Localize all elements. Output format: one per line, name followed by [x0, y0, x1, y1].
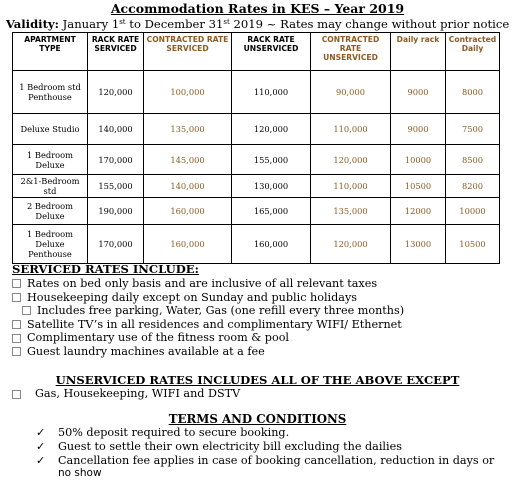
list-item: [12, 277, 404, 291]
cell-rack-serviced: 120,000: [88, 71, 144, 114]
cell-rack-unserviced: 160,000: [232, 225, 311, 264]
cell-apartment-type: 1 Bedroom std Penthouse: [13, 71, 88, 114]
list-item: [36, 426, 491, 440]
unserviced-heading: UNSERVICED RATES INCLUDES ALL OF THE ABOVE EXCEPT: [55, 373, 460, 387]
terms-continuation: no show: [58, 467, 102, 479]
table-row: [13, 71, 500, 114]
serviced-heading: SERVICED RATES INCLUDE:: [12, 262, 199, 276]
checkmark-icon: ✓: [36, 426, 46, 439]
header-apartment-type: APARTMENT TYPE: [13, 33, 88, 71]
cell-contracted-unserviced: 135,000: [311, 198, 391, 225]
terms-item-text: 50% deposit required to secure booking.: [58, 426, 290, 439]
checkbox-icon: [12, 293, 21, 302]
list-item: [12, 304, 404, 318]
validity-text-a: January 1: [58, 17, 120, 31]
list-item-text: Rates on bed only basis and are inclusive of all relevant taxes: [27, 277, 378, 290]
unserviced-item: [12, 387, 240, 401]
cell-contracted-daily: 8200: [446, 175, 500, 198]
checkbox-icon: [12, 347, 21, 356]
header-contracted-serviced: CONTRACTED RATE SERVICED: [144, 33, 232, 71]
validity-text-c: 2019 ~ Rates may change without prior notice: [229, 17, 510, 31]
table-header-row: [13, 33, 500, 71]
terms-item-text: Cancellation fee applies in case of booking cancellation, reduction in days or: [58, 453, 495, 467]
cell-rack-serviced: 140,000: [88, 114, 144, 145]
list-item-text: Satellite TV’s in all residences and complimentary WIFI/ Ethernet: [27, 317, 402, 331]
list-item-text: Complimentary use of the fitness room & pool: [27, 331, 290, 345]
cell-contracted-unserviced: 120,000: [311, 145, 391, 175]
list-item-text: Guest laundry machines available at a fee: [27, 344, 265, 358]
table-row: [13, 175, 500, 198]
cell-rack-serviced: 190,000: [88, 198, 144, 225]
checkbox-icon: [12, 334, 21, 343]
cell-daily-rack: 12000: [391, 198, 446, 225]
header-contracted-daily: Contracted Daily: [446, 33, 500, 71]
cell-rack-serviced: 170,000: [88, 145, 144, 175]
cell-daily-rack: 9000: [391, 114, 446, 145]
cell-daily-rack: 10500: [391, 175, 446, 198]
serviced-list: [12, 277, 404, 359]
cell-rack-serviced: 155,000: [88, 175, 144, 198]
cell-contracted-unserviced: 110,000: [311, 175, 391, 198]
header-rack-unserviced: RACK RATE UNSERVICED: [232, 33, 311, 71]
cell-contracted-serviced: 160,000: [144, 225, 232, 264]
cell-rack-unserviced: 120,000: [232, 114, 311, 145]
unserviced-text: Gas, Housekeeping, WIFI and DSTV: [35, 387, 241, 400]
cell-contracted-unserviced: 110,000: [311, 114, 391, 145]
checkbox-icon: [22, 306, 31, 315]
checkbox-icon: [12, 390, 21, 399]
cell-contracted-serviced: 145,000: [144, 145, 232, 175]
terms-item-text: Guest to settle their own electricity bill excluding the dailies: [58, 439, 402, 453]
checkbox-icon: [12, 279, 21, 288]
rates-table: [12, 32, 500, 264]
terms-list: [36, 426, 495, 467]
cell-contracted-daily: 10000: [446, 198, 500, 225]
cell-contracted-unserviced: 120,000: [311, 225, 391, 264]
cell-daily-rack: 10000: [391, 145, 446, 175]
cell-daily-rack: 13000: [391, 225, 446, 264]
checkmark-icon: ✓: [36, 439, 46, 453]
table-row: [13, 114, 500, 145]
cell-rack-unserviced: 130,000: [232, 175, 311, 198]
cell-contracted-daily: 8000: [446, 71, 500, 114]
list-item: [12, 318, 404, 332]
cell-contracted-serviced: 100,000: [144, 71, 232, 114]
list-item: [12, 331, 404, 345]
cell-rack-unserviced: 155,000: [232, 145, 311, 175]
validity-line: [0, 16, 515, 32]
checkmark-icon: ✓: [36, 453, 46, 467]
list-item: [12, 291, 404, 305]
list-item: [12, 345, 404, 359]
cell-apartment-type: 1 Bedroom Deluxe: [13, 145, 88, 175]
cell-daily-rack: 9000: [391, 71, 446, 114]
checkbox-icon: [12, 320, 21, 329]
cell-rack-unserviced: 165,000: [232, 198, 311, 225]
cell-contracted-daily: 7500: [446, 114, 500, 145]
header-daily-rack: Daily rack: [391, 33, 446, 71]
cell-apartment-type: Deluxe Studio: [13, 114, 88, 145]
cell-contracted-daily: 8500: [446, 145, 500, 175]
header-rack-serviced: RACK RATE SERVICED: [88, 33, 144, 71]
table-row: [13, 198, 500, 225]
terms-heading: TERMS AND CONDITIONS: [168, 412, 347, 426]
cell-contracted-unserviced: 90,000: [311, 71, 391, 114]
cell-contracted-daily: 10500: [446, 225, 500, 264]
validity-label: Validity:: [5, 17, 59, 31]
header-contracted-unserviced: CONTRACTED RATE UNSERVICED: [311, 33, 391, 71]
validity-sup-b: st: [223, 18, 230, 26]
cell-rack-unserviced: 110,000: [232, 71, 311, 114]
list-item-text: Housekeeping daily except on Sunday and public holidays: [27, 290, 358, 304]
cell-apartment-type: 1 Bedroom Deluxe Penthouse: [13, 225, 88, 264]
validity-text-b: to December 31: [125, 17, 224, 31]
list-item: [36, 453, 495, 468]
table-row: [13, 145, 500, 175]
cell-contracted-serviced: 160,000: [144, 198, 232, 225]
list-item-text: Includes free parking, Water, Gas (one refill every three months): [37, 304, 405, 318]
cell-contracted-serviced: 140,000: [144, 175, 232, 198]
validity-sup-a: st: [119, 18, 126, 26]
cell-rack-serviced: 170,000: [88, 225, 144, 264]
cell-apartment-type: 2 Bedroom Deluxe: [13, 198, 88, 225]
list-item: [36, 440, 491, 454]
table-row: [13, 225, 500, 264]
cell-contracted-serviced: 135,000: [144, 114, 232, 145]
cell-apartment-type: 2&1-Bedroom std: [13, 175, 88, 198]
page-title: Accommodation Rates in KES – Year 2019: [110, 1, 405, 16]
